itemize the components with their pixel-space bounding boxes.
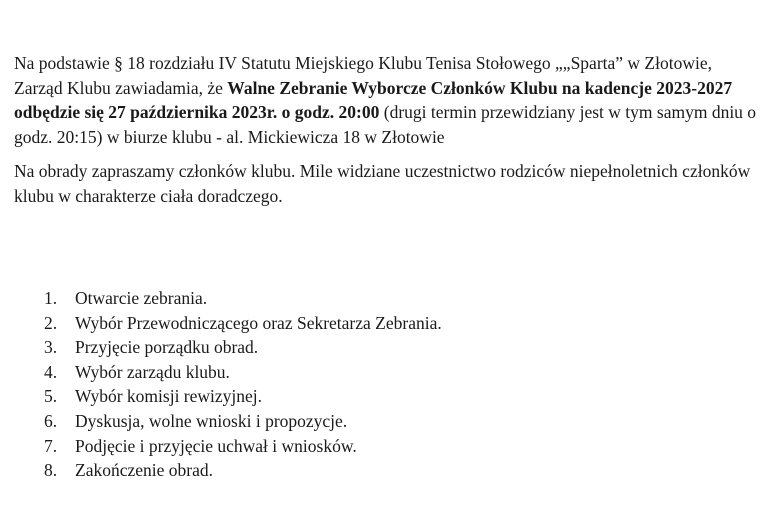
agenda-item-number: 1. [44, 288, 58, 308]
meeting-announcement [14, 51, 764, 149]
agenda-item [44, 286, 442, 311]
agenda-item-text: Wybór zarządu klubu. [75, 361, 230, 382]
announcement-details: (drugi termin przewidziany jest w tym samym dniu o godz. 20:15) w biurze klubu - al. Mickiewicza 18 w Złotowie [14, 102, 757, 147]
announcement-intro: Na podstawie § 18 rozdziału IV Statutu Miejskiego Klubu Tenisa Stołowego „„Sparta” w Złotowie, Zarząd Klubu zawiadamia, że [14, 53, 712, 98]
agenda-item-number: 6. [44, 410, 58, 431]
agenda-item [44, 384, 442, 409]
agenda-item-number: 3. [44, 337, 58, 358]
agenda-list [44, 286, 442, 483]
agenda-item [44, 458, 442, 483]
agenda-item [44, 311, 442, 336]
agenda-item-number: 2. [44, 312, 58, 333]
agenda-item-text: Zakończenie obrad. [75, 460, 213, 481]
agenda-item-text: Podjęcie i przyjęcie uchwał i wniosków. [75, 435, 357, 456]
agenda-item-number: 8. [44, 460, 58, 481]
agenda-item [44, 360, 442, 385]
agenda-item-number: 7. [44, 435, 58, 456]
agenda-item-number: 5. [44, 386, 58, 407]
agenda-item [44, 409, 442, 434]
announcement-meeting-date: Walne Zebranie Wyborcze Członków Klubu na kadencje 2023-2027 odbędzie się 27 października 2023r. o godz. 20:00 [14, 77, 733, 123]
agenda-item-text: Wybór komisji rewizyjnej. [75, 386, 263, 407]
agenda-item [44, 434, 442, 459]
agenda-item-number: 4. [44, 361, 58, 382]
agenda-item-text: Dyskusja, wolne wnioski i propozycje. [75, 410, 348, 431]
agenda-item-text: Otwarcie zebrania. [75, 288, 208, 308]
invitation-paragraph: Na obrady zapraszamy członków klubu. Mile widziane uczestnictwo rodziców niepełnoletnich członków klubu w charakterze ciała doradczego. [14, 161, 751, 206]
agenda-item-text: Przyjęcie porządku obrad. [75, 337, 259, 358]
agenda-item [44, 335, 442, 360]
agenda-item-text: Wybór Przewodniczącego oraz Sekretarza Zebrania. [75, 312, 442, 333]
notice-document [14, 51, 764, 209]
